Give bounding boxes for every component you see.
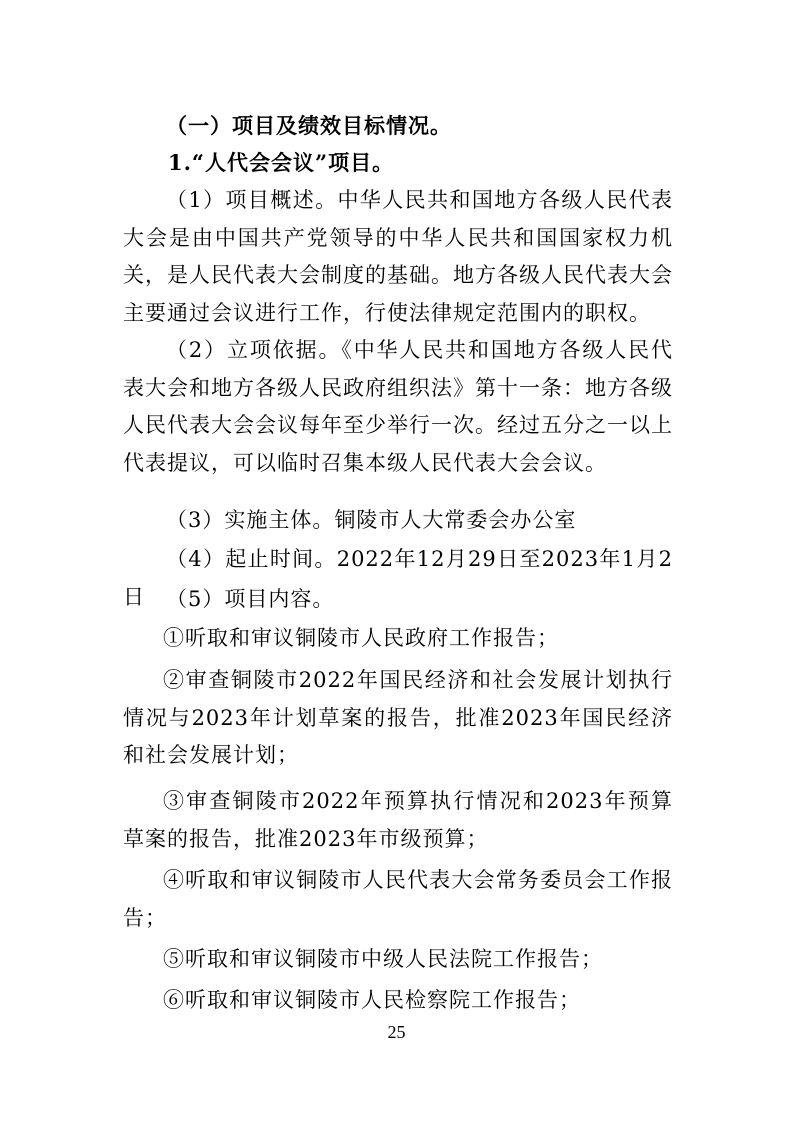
paragraph-duration: （4）起止时间。2022年12月29日至2023年1月2日 <box>123 547 673 609</box>
paragraph-project-overview: （1）项目概述。中华人民共和国地方各级人民代表大会是由中国共产党领导的中华人民共和国国家权力机关，是人民代表大会制度的基础。地方各级人民代表大会主要通过会议进行工作，行使法律规定范围内的职权。 <box>123 188 673 325</box>
paragraph-legal-basis: （2）立项依据。《中华人民共和国地方各级人民代表大会和地方各级人民政府组织法》第十一条：地方各级人民代表大会会议每年至少举行一次。经过五分之一以上代表提议，可以临时召集本级人民代表大会会议。 <box>123 338 673 475</box>
paragraph-content-heading: （5）项目内容。 <box>166 587 335 611</box>
list-item-2: ②审查铜陵市2022年国民经济和社会发展计划执行情况与2023年计划草案的报告，批准2023年国民经济和社会发展计划； <box>123 668 673 767</box>
subsection-heading: 1.“人代会会议”项目。 <box>168 150 395 175</box>
list-item-1: ①听取和审议铜陵市人民政府工作报告； <box>163 626 559 650</box>
paragraph-implementer: （3）实施主体。铜陵市人大常委会办公室 <box>166 508 577 532</box>
section-heading: （一）项目及绩效目标情况。 <box>166 113 452 138</box>
list-item-3: ③审查铜陵市2022年预算执行情况和2023年预算草案的报告，批准2023年市级预算； <box>123 789 673 851</box>
list-item-5: ⑤听取和审议铜陵市中级人民法院工作报告； <box>163 947 603 971</box>
list-item-6: ⑥听取和审议铜陵市人民检察院工作报告； <box>163 988 581 1012</box>
page-number: 25 <box>387 1022 406 1042</box>
list-item-4: ④听取和审议铜陵市人民代表大会常务委员会工作报告； <box>123 868 673 930</box>
